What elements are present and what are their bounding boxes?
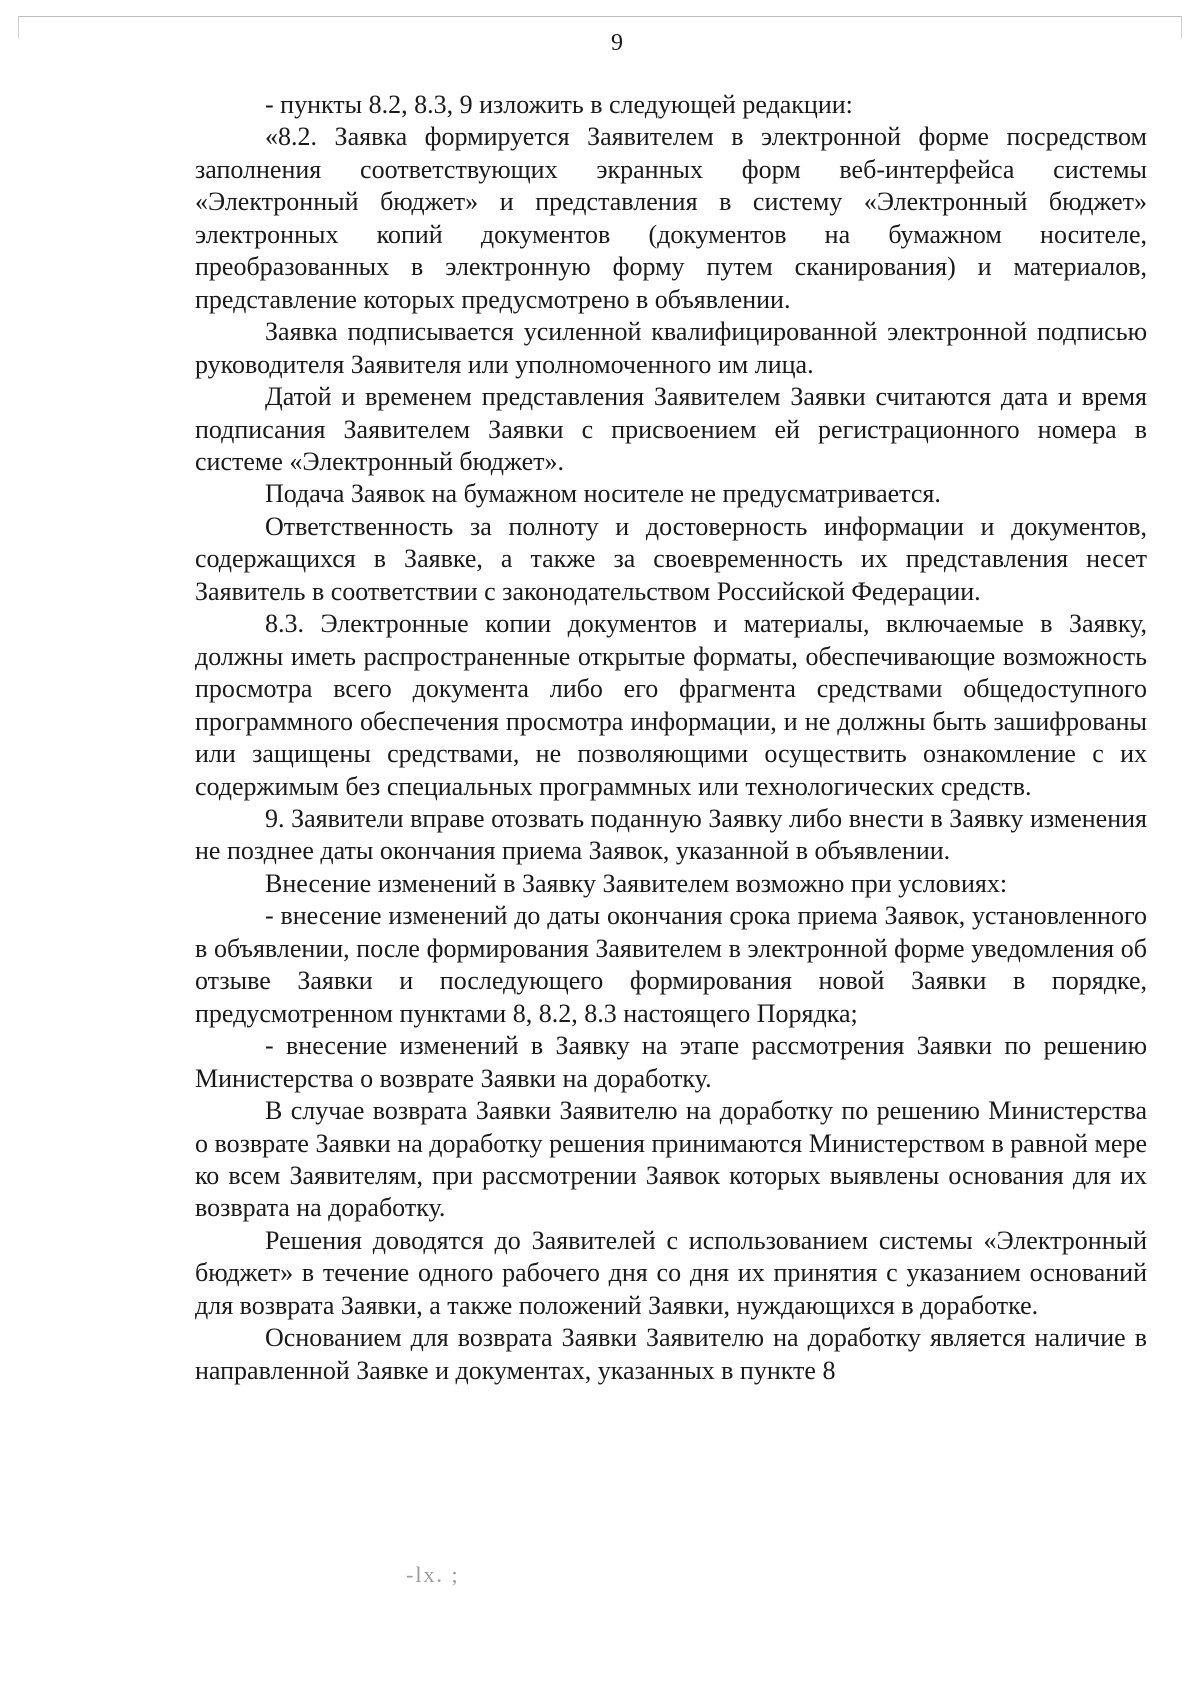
- paragraph-return-grounds: Основанием для возврата Заявки Заявителю на доработку является наличие в направленной Заявке и документах, указанных в пункте 8: [195, 1323, 1147, 1385]
- paragraph-signature: Заявка подписывается усиленной квалифицированной электронной подписью руководителя Заявителя или уполномоченного им лица.: [195, 317, 1147, 379]
- paragraph-condition-2: - внесение изменений в Заявку на этапе рассмотрения Заявки по решению Министерства о возврате Заявки на доработку.: [195, 1031, 1147, 1093]
- paragraph-return-case: В случае возврата Заявки Заявителю на доработку по решению Министерства о возврате Заявки на доработку решения принимаются Министерством в равной мере ко всем Заявителям, при рассмотрении Заявок которых выявлены основания для их возврата на доработку.: [195, 1096, 1147, 1223]
- document-body: [195, 89, 1147, 1387]
- page-number: 9: [611, 30, 623, 56]
- paragraph-8-2: «8.2. Заявка формируется Заявителем в электронной форме посредством заполнения соответствующих экранных форм веб-интерфейса системы «Электронный бюджет» и представления в систему «Электронный бюджет» электронных копий документов (документов на бумажном носителе, преобразованных в электронную форму путем сканирования) и материалов, представление которых предусмотрено в объявлении.: [195, 122, 1147, 314]
- paragraph-condition-1: - внесение изменений до даты окончания срока приема Заявок, установленного в объявлении, после формирования Заявителем в электронной форме уведомления об отзыве Заявки и последующего формирования новой Заявки в порядке, предусмотренном пунктами 8, 8.2, 8.3 настоящего Порядка;: [195, 901, 1147, 1028]
- paragraph-decisions: Решения доводятся до Заявителей с использованием системы «Электронный бюджет» в течение одного рабочего дня со дня их принятия с указанием оснований для возврата Заявки, а также положений Заявки, нуждающихся в доработке.: [195, 1225, 1147, 1320]
- page-top-border: [18, 16, 1182, 17]
- paragraph-submission-time: Датой и временем представления Заявителем Заявки считаются дата и время подписания Заявителем Заявки с присвоением ей регистрационного номера в системе «Электронный бюджет».: [195, 382, 1147, 476]
- paragraph-paper-submission: Подача Заявок на бумажном носителе не предусматривается.: [265, 479, 941, 509]
- scan-mark: -lx. ;: [406, 1562, 460, 1587]
- paragraph-9: 9. Заявители вправе отозвать поданную Заявку либо внести в Заявку изменения не позднее даты окончания приема Заявок, указанной в объявлении.: [195, 803, 1147, 866]
- paragraph-responsibility: Ответственность за полноту и достоверность информации и документов, содержащихся в Заявке, а также за своевременность их представления несет Заявитель в соответствии с законодательством Российской Федерации.: [195, 511, 1147, 606]
- paragraph-8-3: 8.3. Электронные копии документов и материалы, включаемые в Заявку, должны иметь распространенные открытые форматы, обеспечивающие возможность просмотра всего документа либо его фрагмента средствами общедоступного программного обеспечения просмотра информации, и не должны быть зашифрованы или защищены средствами, не позволяющими осуществить ознакомление с их содержимым без специальных программных или технологических средств.: [195, 609, 1147, 801]
- paragraph-intro: - пункты 8.2, 8.3, 9 изложить в следующей редакции:: [265, 90, 853, 119]
- paragraph-changes-conditions: Внесение изменений в Заявку Заявителем возможно при условиях:: [265, 868, 1008, 898]
